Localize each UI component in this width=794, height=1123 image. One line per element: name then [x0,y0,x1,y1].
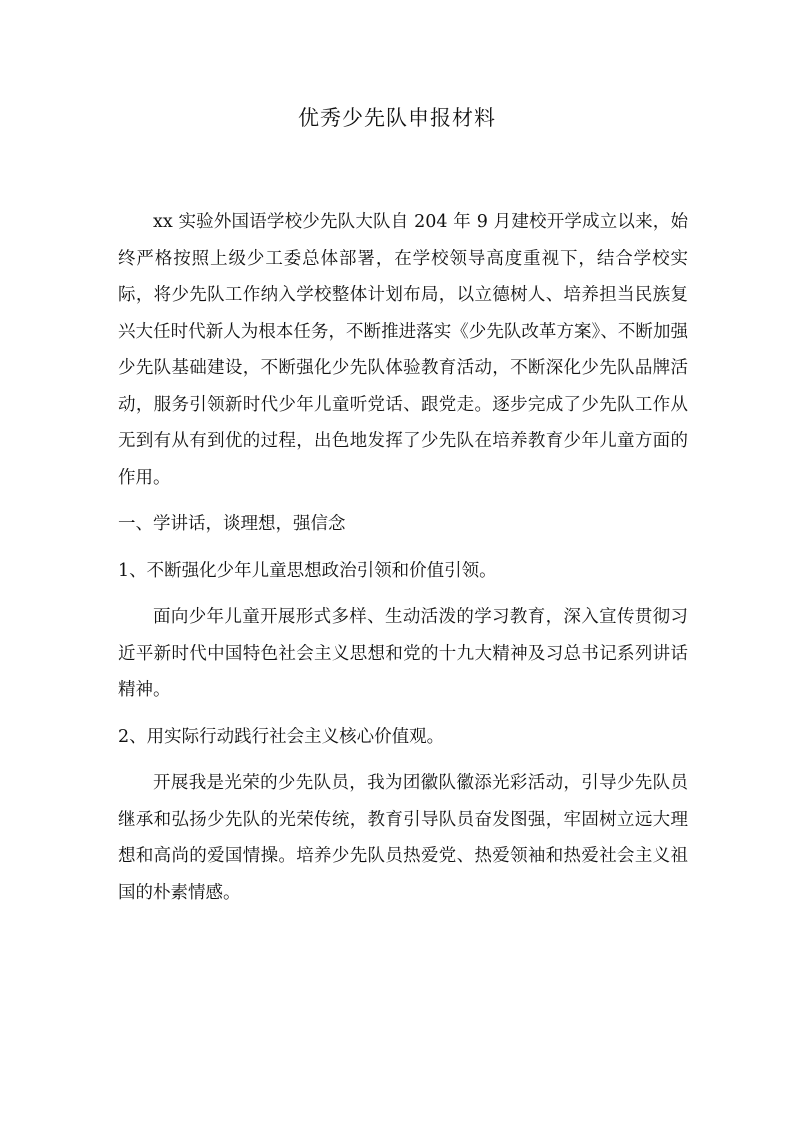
spacer [118,755,688,765]
item-paragraph-2: 开展我是光荣的少先队员，我为团徽队徽添光彩活动，引导少先队员继承和弘扬少先队的光荣传统，教育引导队员奋发图强，牢固树立远大理想和高尚的爱国情操。培养少先队员热爱党、热爱领袖和热爱社会主义祖国的朴素情感。 [118,773,688,903]
spacer [118,496,688,506]
item-heading-2: 2、用实际行动践行社会主义核心价值观。 [118,726,445,747]
spacer [118,589,688,599]
document-body [118,204,688,911]
section-heading-1: 一、学讲话，谈理想，强信念 [118,514,346,534]
intro-paragraph: xx 实验外国语学校少先队大队自 204 年 9 月建校开学成立以来，始终严格按照上级少工委总体部署，在学校领导高度重视下，结合学校实际，将少先队工作纳入学校整体计划布局，以立德树人、培养担当民族复兴大任时代新人为根本任务，不断推进落实《少先队改革方案》、不断加强少先队基础建设，不断强化少先队体验教育活动，不断深化少先队品牌活动，服务引领新时代少年儿童听党话、跟党走。逐步完成了少先队工作从无到有从有到优的过程，出色地发挥了少先队在培养教育少年儿童方面的作用。 [118,212,688,488]
item-heading-1: 1、不断强化少年儿童思想政治引领和价值引领。 [118,560,497,581]
spacer [118,543,688,553]
item-paragraph-1: 面向少年儿童开展形式多样、生动活泼的学习教育，深入宣传贯彻习近平新时代中国特色社会主义思想和党的十九大精神及习总书记系列讲话精神。 [118,607,688,700]
document-title: 优秀少先队申报材料 [298,106,496,130]
spacer [118,709,688,719]
